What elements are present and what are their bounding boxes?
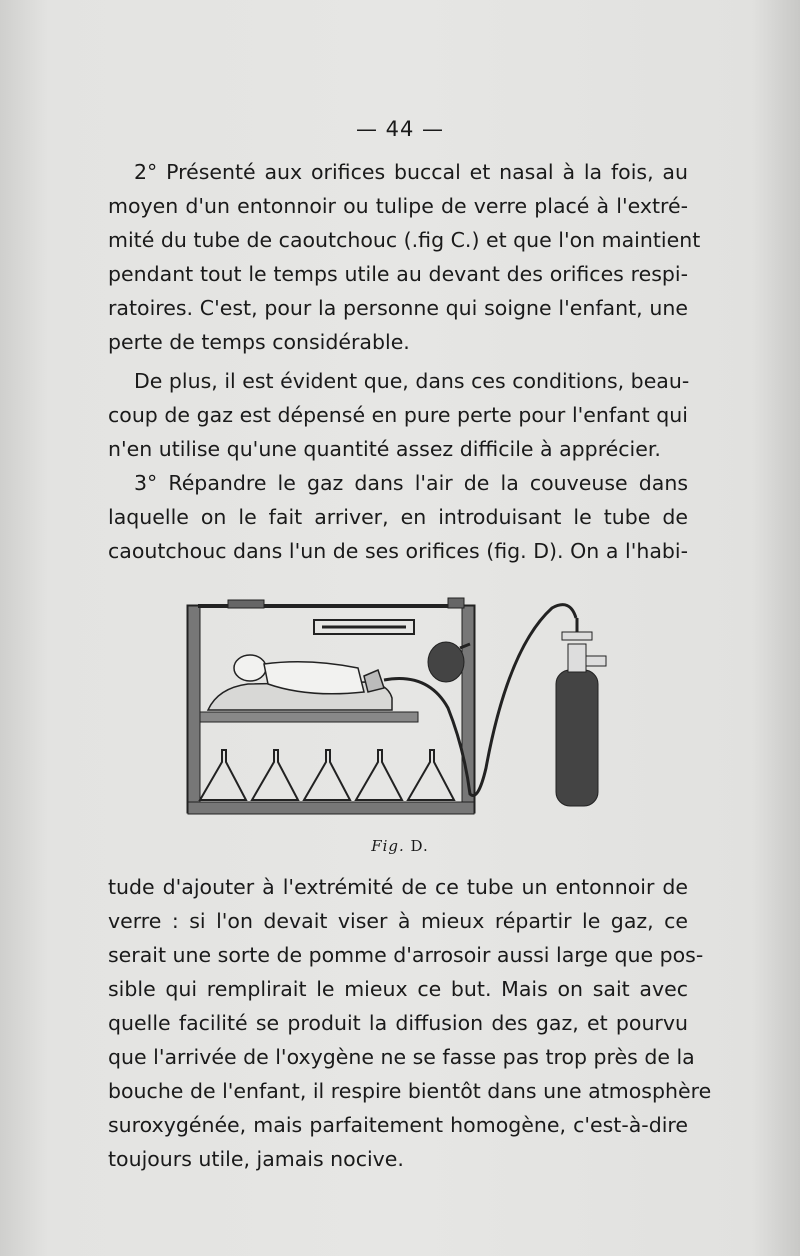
paragraph-3 [108,466,688,568]
caption-letter: D. [410,837,429,855]
page-number: — 44 — [355,117,445,141]
text-line: quelle facilité se produit la diffusion des gaz, et pourvu [108,1011,688,1035]
paragraph-1 [108,155,701,359]
text-line: sible qui remplirait le mieux ce but. Mais on sait avec [108,977,688,1001]
text-line: bouche de l'enfant, il respire bientôt dans une atmosphère [108,1079,712,1103]
text-line: coup de gaz est dépensé en pure perte pour l'enfant qui [108,403,688,427]
text-line: mité du tube de caoutchouc (.fig C.) et que l'on maintient [108,228,701,252]
text-line: toujours utile, jamais nocive. [108,1147,404,1171]
caption-prefix: Fig. [371,837,405,855]
paragraph-2 [108,364,688,466]
paragraph-4 [108,870,712,1176]
infant-figure [208,655,392,710]
flasks [200,750,454,800]
text-line: 3° Répandre le gaz dans l'air de la couveuse dans [134,471,688,495]
text-line: suroxygénée, mais parfaitement homogène, c'est-à-dire [108,1113,688,1137]
text-line: laquelle on le fait arriver, en introduisant le tube de [108,505,688,529]
incubator-illustration [178,588,618,828]
figure-caption [0,837,800,855]
text-line: serait une sorte de pomme d'arrosoir aussi large que pos- [108,943,704,967]
text-line: moyen d'un entonnoir ou tulipe de verre placé à l'extré- [108,194,688,218]
text-line: que l'arrivée de l'oxygène ne se fasse pas trop près de la [108,1045,695,1069]
text-line: tude d'ajouter à l'extrémité de ce tube un entonnoir de [108,875,688,899]
text-line: ratoires. C'est, pour la personne qui soigne l'enfant, une [108,296,688,320]
text-line: De plus, il est évident que, dans ces conditions, beau- [134,369,690,393]
text-line: caoutchouc dans l'un de ses orifices (fig. D). On a l'habi- [108,539,688,563]
text-line: perte de temps considérable. [108,330,410,354]
text-line: n'en utilise qu'une quantité assez difficile à apprécier. [108,437,661,461]
oxygen-cylinder [556,618,606,806]
text-line: pendant tout le temps utile au devant des orifices respi- [108,262,688,286]
text-line: 2° Présenté aux orifices buccal et nasal à la fois, au [134,160,688,184]
text-line: verre : si l'on devait viser à mieux répartir le gaz, ce [108,909,688,933]
